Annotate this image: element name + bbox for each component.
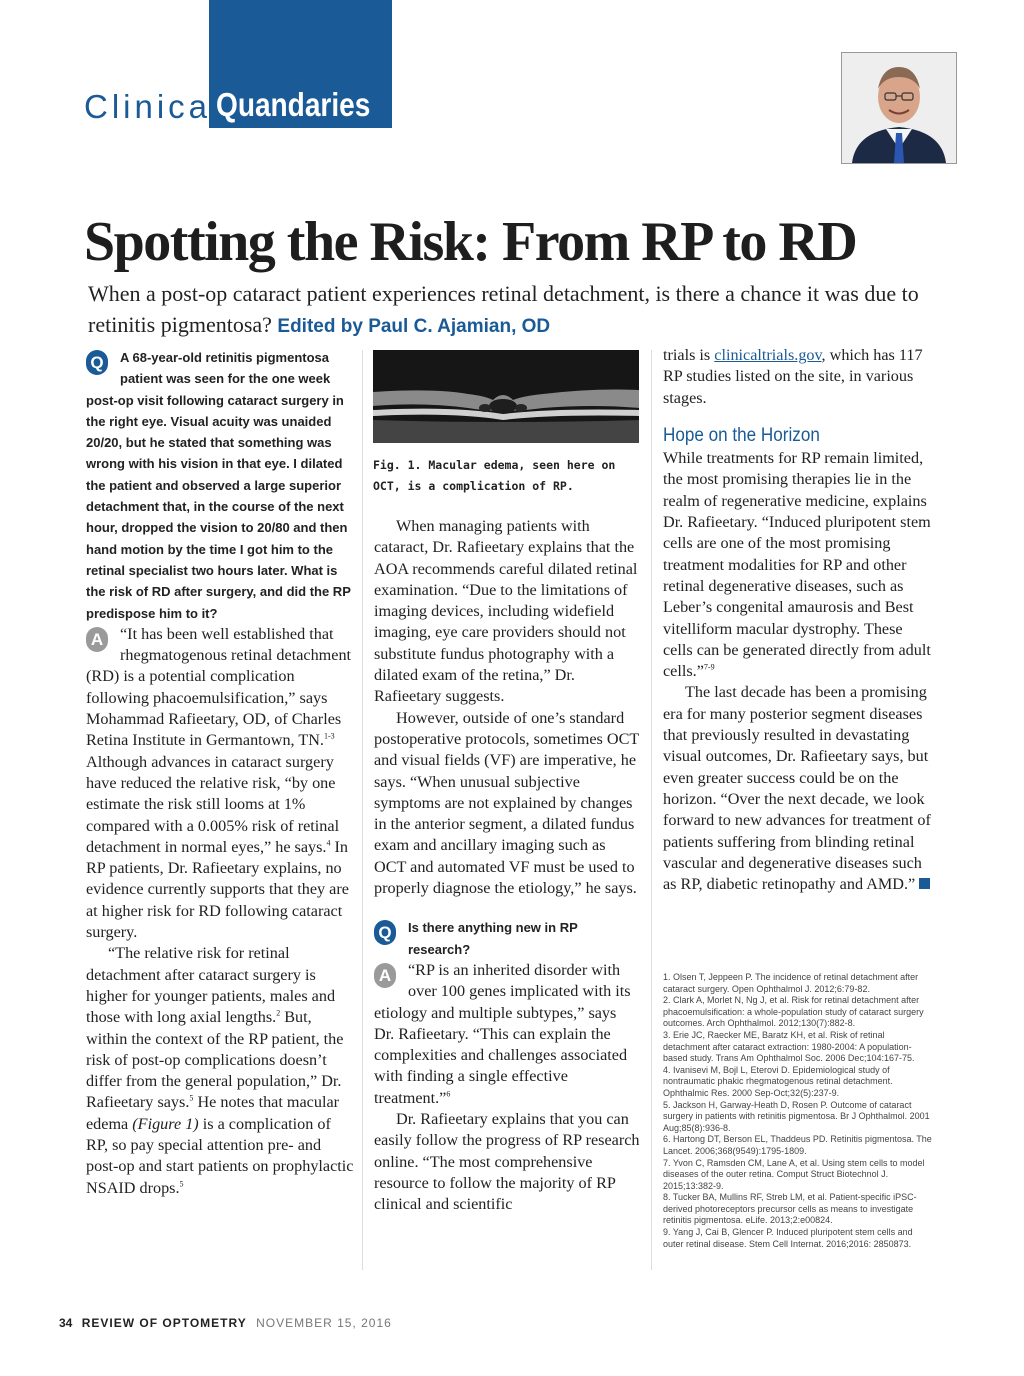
reference-item: 7. Yvon C, Ramsden CM, Lane A, et al. Using stem cells to model diseases of the outer retina. Comput Struct Biotechnol J. 2015;13:382-9. [663, 1157, 925, 1191]
column-divider [362, 350, 363, 1270]
reference-item: 6. Hartong DT, Berson EL, Thaddeus PD. Retinitis pigmentosa. The Lancet. 2006;368(9549):1795-1809. [663, 1134, 932, 1156]
page-number: 34 [59, 1316, 73, 1330]
section-label-quandaries: Quandaries [216, 86, 371, 123]
column-3 [663, 345, 931, 895]
paragraph: Dr. Rafieetary explains that you can easily follow the progress of RP research online. “The most comprehensive resource to follow the majority of RP clinical and scientific [374, 1110, 640, 1214]
reference-item: 1. Olsen T, Jeppeen P. The incidence of retinal detachment after cataract surgery. Open Ophthalmol J. 2012;6:79-82. [663, 972, 919, 994]
paragraph: However, outside of one’s standard postoperative protocols, sometimes OCT and visual fields (VF) are imperative, he says. “When unusual subjective symptoms are not explained by changes in the anterior segment, a dilated fundus exam and ancillary imaging such as OCT and automated VF must be used to properly diagnose the etiology,” he says. [374, 708, 639, 898]
paragraph: trials is clinicaltrials.gov, which has 117 RP studies listed on the site, in various stages. [663, 346, 923, 407]
question-1-text: A 68-year-old retinitis pigmentosa patient was seen for the one week post-op visit following cataract surgery in the right eye. Visual acuity was unaided 20/20, but he stated that something was wrong with his vision in that eye. I dilated the patient and observed a large superior detachment that, in the course of the next hour, dropped the vision to 20/80 and then hand motion by the time I got him to the retinal specialist two hours later. What is the risk of RD after surgery, and did the RP predispose him to it? [86, 350, 351, 621]
issue-date: NOVEMBER 15, 2016 [256, 1316, 392, 1330]
section-label-clinical: Clinical [84, 88, 223, 125]
reference-item: 9. Yang J, Cai B, Glencer P. Induced pluripotent stem cells and outer retinal disease. Stem Cell Internat. 2016;2016: 2850873. [663, 1227, 913, 1249]
column-2 [374, 516, 640, 1216]
column-1 [86, 347, 354, 1199]
reference-item: 2. Clark A, Morlet N, Ng J, et al. Risk for retinal detachment after phacoemulsification: a whole-population study of cataract surgery outcomes. Arch Ophthalmol. 2012;130(7):882-8. [663, 995, 924, 1029]
reference-item: 3. Erie JC, Raecker ME, Baratz KH, et al. Risk of retinal detachment after cataract extraction: 1980-2004: A population-based study. Trans Am Ophthalmol Soc. 2006 Dec;104:167-75. [663, 1029, 915, 1064]
article-editor: Edited by Paul C. Ajamian, OD [277, 316, 551, 337]
page-footer [59, 1316, 392, 1330]
oct-figure-image [373, 350, 639, 443]
question-badge-icon: Q [86, 350, 108, 375]
answer-1: A “It has been well established that rhegmatogenous retinal detachment (RD) is a potential complication following phacoemulsification,” says Mohammad Rafieetary, OD, of Charles Retina Institute in Germantown, TN.$^{1-3}$ Although advances in cataract surgery have reduced the relative risk, “by one estimate the risk still looms at 1% compared with a 0.005% risk of retinal detachment in normal eyes,” he says.$^4$ In RP patients, Dr. Rafieetary explains, no evidence currently supports that they are at higher risk for RD following cataract surgery. [86, 624, 352, 942]
question-badge-icon: Q [374, 920, 396, 945]
question-1 [86, 347, 354, 624]
section-heading: Hope on the Horizon [663, 424, 820, 446]
author-photo [841, 52, 957, 164]
clinicaltrials-link[interactable]: clinicaltrials.gov [714, 346, 822, 364]
publication-name: REVIEW OF OPTOMETRY [81, 1316, 247, 1330]
paragraph: “The relative risk for retinal detachment after cataract surgery is higher for younger patients, males and those with long axial lengths.$^2$ But, within the context of the RP patient, the risk of post-op complications doesn’t differ from the general population,” Dr. Rafieetary says.$^5$ He notes that macular edema (Figure 1) is a complication of RP, so pay special attention pre- and post-op and start patients on prophylactic NSAID drops.$^5$ [86, 944, 354, 1197]
subtitle-text: When a post-op cataract patient experiences retinal detachment, is there a chance it was due to retinitis pigmentosa? [88, 281, 919, 337]
reference-item: 5. Jackson H, Garway-Heath D, Rosen P. Outcome of cataract surgery in patients with retinitis pigmentosa. Br J Ophthalmol. 2001 Aug;85(8):936-8. [663, 1099, 930, 1133]
article-title: Spotting the Risk: From RP to RD [84, 211, 857, 273]
end-of-article-icon [919, 878, 930, 889]
question-2 [374, 917, 640, 960]
column-divider [651, 350, 652, 1270]
figure-reference: (Figure 1) [132, 1114, 199, 1133]
article-subtitle [88, 278, 948, 342]
paragraph: While treatments for RP remain limited, the most promising therapies lie in the realm of regenerative medicine, explains Dr. Rafieetary. “Induced pluripotent stem cells are one of the most promising treatment modalities for RP and other retinal degenerative diseases, such as Leber’s congenital amaurosis and Best vitelliform macular dystrophy. These cells can be generated directly from adult cells.”$^{7-9}$ [663, 449, 931, 681]
question-2-text: Is there anything new in RP research? [408, 920, 578, 957]
answer-badge-icon: A [374, 963, 396, 988]
paragraph: The last decade has been a promising era for many posterior segment diseases that previously resulted in devastating visual outcomes, Dr. Rafieetary says, but even greater success could be on the horizon. “Over the next decade, we look forward to new advances for treatment of patients suffering from blinding retinal vascular and degenerative diseases such as RP, diabetic retinopathy and AMD.” [663, 683, 931, 894]
references-list [663, 972, 933, 1250]
answer-badge-icon: A [86, 627, 108, 652]
answer-2: A “RP is an inherited disorder with over 100 genes implicated with its etiology and multiple subtypes,” says Dr. Rafieetary. “This can explain the complexities and challenges associated with finding a single effective treatment.”$^6$ [374, 960, 631, 1107]
reference-item: 4. Ivanisevi M, Bojl L, Eterovi D. Epidemiological study of nontraumatic phakic rhegmatogenous retinal detachment. Ophthalmic Res. 2000 Sep-Oct;32(5):237-9. [663, 1064, 893, 1098]
paragraph: When managing patients with cataract, Dr. Rafieetary explains that the AOA recommends careful dilated retinal examination. “Due to the limitations of imaging devices, including widefield imaging, eye care providers should not substitute fundus photography with a dilated exam of the retina,” Dr. Rafieetary suggests. [374, 517, 638, 706]
reference-item: 8. Tucker BA, Mullins RF, Streb LM, et al. Patient-specific iPSC-derived photoreceptors precursor cells as means to investigate retinitis pigmentosa. eLife. 2013;2:e00824. [663, 1192, 917, 1226]
figure-caption: Fig. 1. Macular edema, seen here on OCT, is a complication of RP. [373, 458, 616, 493]
